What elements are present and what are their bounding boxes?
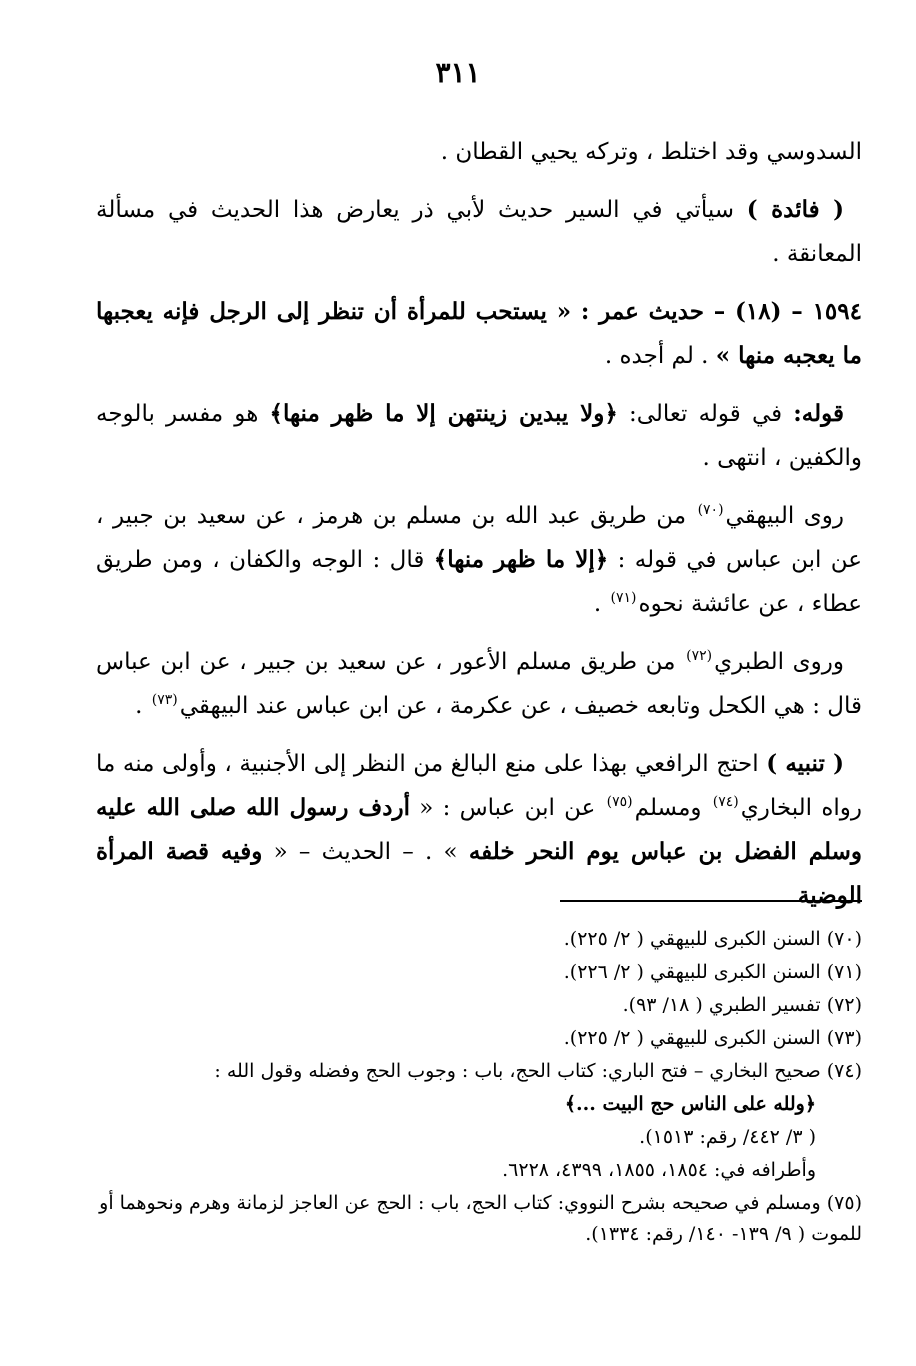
footnote-ref-74[interactable]: (٧٤) <box>712 794 739 811</box>
quran-verse-1: ﴿ولا يبدين زينتهن إلا ما ظهر منها﴾ <box>269 400 618 427</box>
hadith-1594-note: . لم أجده . <box>604 343 716 369</box>
footnote-ref-71[interactable]: (٧١) <box>610 590 637 607</box>
footnote-70: (٧٠) السنن الكبرى للبيهقي ( ٢/ ٢٢٥). <box>563 928 862 950</box>
bayhaqi-text-2: من طريق عبد الله بن مسلم بن هرمز ، عن سعيد بن جبير ، عن ابن عباس في قوله : <box>96 503 863 573</box>
paragraph-tanbih <box>96 742 862 918</box>
paragraph-1 <box>96 130 862 174</box>
footnote-74-atraf: وأطرافه في: ١٨٥٤، ١٨٥٥، ٤٣٩٩، ٦٢٢٨. <box>502 1159 816 1181</box>
footnote-74-ref: ( ٣/ ٤٤٢/ رقم: ١٥١٣). <box>639 1126 816 1148</box>
tanbih-text-4: » . – الحديث – « <box>262 839 469 865</box>
footnote-72: (٧٢) تفسير الطبري ( ١٨/ ٩٣). <box>622 994 862 1016</box>
hadith-1594-text: ١٥٩٤ – (١٨) – حديث عمر : « يستحب للمرأة أن تنظر إلى الرجل فإنه يعجبها ما يعجبه منها » <box>96 298 862 369</box>
tabari-text-1: وروى الطبري <box>714 649 844 675</box>
bayhaqi-text-1: روى البيهقي <box>725 503 844 529</box>
footnote-73: (٧٣) السنن الكبرى للبيهقي ( ٢/ ٢٢٥). <box>563 1027 862 1049</box>
hadith-quote-2: وفيه قصة المرأة الوضية <box>96 838 862 909</box>
tabari-text-2: من طريق مسلم الأعور ، عن سعيد بن جبير ، عن ابن عباس قال : هي الكحل وتابعه خصيف ، عن عكرمة ، عن ابن عباس عند البيهقي <box>96 649 862 719</box>
tanbih-text-3: عن ابن عباس : « <box>409 795 605 821</box>
tanbih-text-2: ومسلم <box>634 795 711 821</box>
footnotes <box>96 924 862 1252</box>
tanbih-label: ( تنبيه ) <box>766 750 844 777</box>
footnote-ref-72[interactable]: (٧٢) <box>686 648 713 665</box>
tanbih-text-1: احتج الرافعي بهذا على منع البالغ من النظر إلى الأجنبية ، وأولى منه ما رواه البخاري <box>96 751 862 821</box>
footnote-71: (٧١) السنن الكبرى للبيهقي ( ٢/ ٢٢٦). <box>563 961 862 983</box>
quran-verse-2: ﴿إلا ما ظهر منها﴾ <box>433 546 609 573</box>
footnote-74: (٧٤) صحيح البخاري – فتح الباري: كتاب الحج، باب : وجوب الحج وفضله وقول الله : <box>214 1060 862 1082</box>
footnote-divider <box>560 900 862 902</box>
paragraph-faida <box>96 188 862 276</box>
qawluhu-text-1: في قوله تعالى: <box>617 401 794 427</box>
paragraph-qawluhu <box>96 392 862 480</box>
paragraph-tabari <box>96 640 862 728</box>
paragraph-1-text: السدوسي وقد اختلط ، وتركه يحيي القطان . <box>440 139 862 165</box>
footnote-75: (٧٥) ومسلم في صحيحه بشرح النووي: كتاب الحج، باب : الحج عن العاجز لزمانة وهرم ونحوهما أو للموت ( ٩/ ١٣٩- ١٤٠/ رقم: ١٣٣٤). <box>99 1192 862 1245</box>
bayhaqi-end: . <box>593 591 609 617</box>
footnote-ref-70[interactable]: (٧٠) <box>697 502 724 519</box>
main-text <box>96 130 862 932</box>
paragraph-bayhaqi <box>96 494 862 626</box>
faida-label: ( فائدة ) <box>746 196 844 223</box>
footnote-74-quote: ﴿ولله على الناس حج البيت ...﴾ <box>564 1093 816 1115</box>
faida-text: سيأتي في السير حديث لأبي ذر يعارض هذا الحديث في مسألة المعانقة . <box>96 197 862 267</box>
page-number: ٣١١ <box>435 56 481 89</box>
footnote-ref-75[interactable]: (٧٥) <box>606 794 633 811</box>
bayhaqi-text-3: قال : الوجه والكفان ، ومن طريق عطاء ، عن عائشة نحوه <box>96 547 862 617</box>
qawluhu-text-2: هو مفسر بالوجه والكفين ، انتهى . <box>96 401 862 471</box>
tabari-end: . <box>135 693 150 719</box>
footnote-ref-73[interactable]: (٧٣) <box>151 692 178 709</box>
paragraph-hadith-1594 <box>96 290 862 378</box>
qawluhu-label: قوله: <box>793 400 844 427</box>
hadith-quote-1: أردف رسول الله صلى الله عليه وسلم الفضل بن عباس يوم النحر خلفه <box>96 794 863 865</box>
